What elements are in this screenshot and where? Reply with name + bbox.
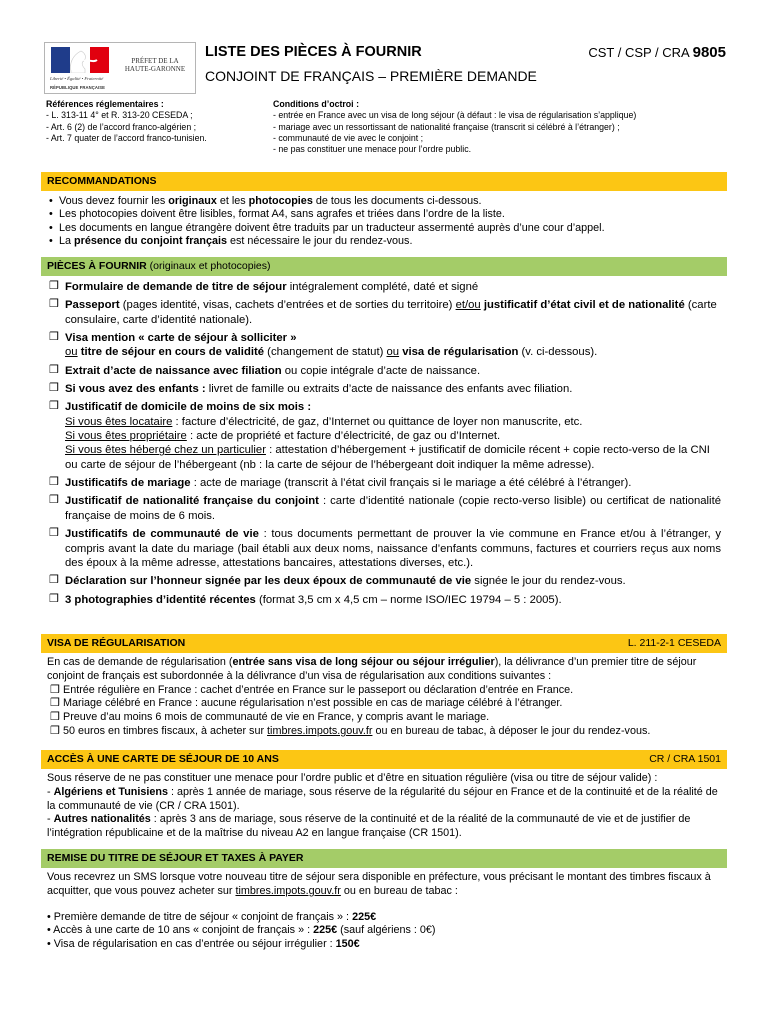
reference-number: 9805 xyxy=(692,44,726,61)
recommandation-item: • Vous devez fournir les originaux et les photocopies de tous les documents ci-dessous. xyxy=(47,195,721,208)
piece-item: ❒ 3 photographies d’identité récentes (format 3,5 cm x 4,5 cm – norme ISO/IEC 19794 – 5 : 2005). xyxy=(49,592,562,606)
timbres-link[interactable]: timbres.impots.gouv.fr xyxy=(235,884,341,897)
piece-item: ❒ Justificatif de domicile de moins de six mois : Si vous êtes locataire : facture d’électricité, de gaz, d’Internet ou quittance de loyer non manuscrite, etc. Si vous êtes propriétaire : acte de propriété et facture d’électricité, de gaz ou d’Internet. Si vous êtes hébergé chez un particulier : attestation d’hébergement + justificatif de domicile récent + copie recto-verso de la CNI ou carte de séjour de l’hébergeant (nb : la carte de séjour de l’hébergeant doit indiquer la même adresse). xyxy=(49,400,710,471)
checkbox-icon: ❒ xyxy=(49,476,59,489)
acces-header xyxy=(41,750,727,769)
remise-intro: Vous recevrez un SMS lorsque votre nouveau titre de séjour sera disponible en préfecture, vous précisant le montant des timbres fiscaux à acquitter, que vous pouvez acheter sur timbres.impots.gouv.fr ou en bureau de tabac : xyxy=(47,871,711,897)
piece-item: ❒ Extrait d’acte de naissance avec filiation ou copie intégrale d’acte de naissance. xyxy=(49,363,481,377)
reference-prefix: CST / CSP / CRA xyxy=(588,45,693,60)
piece-item: ❒ Justificatifs de communauté de vie : tous documents permettant de prouver la vie commune en France et/ou à l’étranger, y compris avant la date du mariage (bail établi aux deux noms, naissance d’enfants communs, factures et courriers reçus aux noms des époux à la même adresse, attestations bancaires, attestations diverses, etc.). xyxy=(49,527,721,569)
tax-item: • Première demande de titre de séjour « conjoint de français » : 225€ xyxy=(47,910,377,923)
checkbox-icon: ❒ xyxy=(49,382,59,395)
acces-item: - Algériens et Tunisiens : après 1 année de mariage, sous réserve de la régularité du séjour en France et de la continuité et de la réalité de la communauté de vie (CR / CRA 1501). xyxy=(47,785,718,812)
recommandations-title: RECOMMANDATIONS xyxy=(47,175,157,187)
conditions-title: Conditions d’octroi : xyxy=(273,99,360,109)
checkbox-icon: ❒ xyxy=(49,592,59,605)
visa-condition: ❒ 50 euros en timbres fiscaux, à acheter sur timbres.impots.gouv.fr ou en bureau de tabac, à déposer le jour du rendez-vous. xyxy=(50,725,651,738)
conditions-block xyxy=(273,99,636,155)
acces-item: - Autres nationalités : après 3 ans de mariage, sous réserve de la continuité et de la réalité de la communauté de vie et de justifier de l’intégration républicaine et de la maîtrise du niveau A2 en langue française (CR 1501). xyxy=(47,813,691,840)
checkbox-icon: ❒ xyxy=(50,711,60,724)
checkbox-icon: ❒ xyxy=(49,363,59,376)
visa-title: VISA DE RÉGULARISATION xyxy=(47,637,186,649)
pieces-title-note: (originaux et photocopies) xyxy=(146,260,271,272)
visa-section xyxy=(41,634,727,743)
checkbox-icon: ❒ xyxy=(49,331,59,344)
marianne-emblem-icon xyxy=(51,47,109,73)
checkbox-icon: ❒ xyxy=(50,725,60,738)
pieces-list xyxy=(41,276,727,615)
document-title: LISTE DES PIÈCES À FOURNIR xyxy=(205,44,422,60)
checkbox-icon: ❒ xyxy=(49,280,59,292)
prefet-line1: PRÉFET DE LA xyxy=(131,57,179,65)
document-reference xyxy=(588,44,726,62)
checkbox-icon: ❒ xyxy=(49,400,59,413)
acces-section xyxy=(41,750,727,845)
visa-condition: ❒ Preuve d’au moins 6 mois de communauté de vie en France, y compris avant le mariage. xyxy=(50,711,490,724)
visa-conditions xyxy=(47,684,721,739)
remise-body xyxy=(41,868,727,956)
piece-item: ❒ Formulaire de demande de titre de séjour intégralement complété, daté et signé xyxy=(49,280,479,293)
acces-body xyxy=(41,769,727,845)
devise: Liberté • Égalité • Fraternité xyxy=(50,76,104,81)
visa-legal-ref: L. 211-2-1 CESEDA xyxy=(627,637,721,649)
recommandation-item: • Les documents en langue étrangère doivent être traduits par un traducteur assermenté auprès d’une cour d’appel. xyxy=(47,222,721,235)
prefecture-logo xyxy=(44,42,196,94)
checkbox-icon: ❒ xyxy=(49,298,59,311)
recommandation-item: • Les photocopies doivent être lisibles, format A4, sans agrafes et triées dans l’ordre de la liste. xyxy=(47,208,721,221)
remise-section xyxy=(41,849,727,956)
references-block xyxy=(46,99,207,144)
acces-legal-ref: CR / CRA 1501 xyxy=(649,753,721,765)
acces-intro: Sous réserve de ne pas constituer une menace pour l’ordre public et d’être en situation régulière (visa ou titre de séjour valide) : xyxy=(47,772,658,784)
checkbox-icon: ❒ xyxy=(49,527,59,540)
recommandation-item: • La présence du conjoint français est nécessaire le jour du rendez-vous. xyxy=(47,235,721,248)
reference-item: - L. 313-11 4° et R. 313-20 CESEDA ; xyxy=(46,110,193,121)
condition-item: - mariage avec un ressortissant de nationalité française (transcrit si célébré à l’étranger) ; xyxy=(273,121,620,132)
republique-francaise: RÉPUBLIQUE FRANÇAISE xyxy=(50,85,106,90)
condition-item: - entrée en France avec un visa de long séjour (à défaut : le visa de régularisation s’applique) xyxy=(273,110,637,121)
checkbox-icon: ❒ xyxy=(50,683,60,696)
prefet-line2: HAUTE-GARONNE xyxy=(124,65,186,74)
pieces-title: PIÈCES À FOURNIR xyxy=(47,260,147,272)
recommandations-header xyxy=(41,172,727,191)
piece-item: ❒ Passeport (pages identité, visas, cachets d’entrées et de sorties du territoire) et/ou justificatif d’état civil et de nationalité (carte consulaire, carte d’identité nationale). xyxy=(49,298,717,326)
pieces-header xyxy=(41,257,727,276)
visa-body xyxy=(41,653,727,743)
checkbox-icon: ❒ xyxy=(49,574,59,587)
pieces-section xyxy=(41,257,727,615)
piece-item: ❒ Si vous avez des enfants : livret de famille ou extraits d’acte de naissance des enfants avec filiation. xyxy=(49,382,573,396)
document-subtitle: CONJOINT DE FRANÇAIS – PREMIÈRE DEMANDE xyxy=(205,68,537,84)
visa-header xyxy=(41,634,727,653)
timbres-link[interactable]: timbres.impots.gouv.fr xyxy=(267,725,373,738)
recommandations-section xyxy=(41,172,727,253)
reference-item: - Art. 7 quater de l’accord franco-tunisien. xyxy=(46,132,207,143)
remise-header xyxy=(41,849,727,868)
piece-item: ❒ Justificatif de nationalité française du conjoint : carte d’identité nationale (copie recto-verso lisible) ou certificat de nationalité française de moins de 6 mois. xyxy=(49,494,721,522)
piece-item: ❒ Visa mention « carte de séjour à solliciter » ou titre de séjour en cours de validité (changement de statut) ou visa de régularisation (v. ci-dessous). xyxy=(49,331,598,359)
recommandations-list xyxy=(41,191,727,253)
visa-condition: ❒ Entrée régulière en France : cachet d’entrée en France sur le passeport ou déclaration d’entrée en France. xyxy=(50,683,574,696)
remise-title: REMISE DU TITRE DE SÉJOUR ET TAXES À PAYER xyxy=(47,852,304,864)
piece-item: ❒ Justificatifs de mariage : acte de mariage (transcrit à l’état civil français si le mariage a été célébré à l’étranger). xyxy=(49,476,632,490)
tax-item: • Accès à une carte de 10 ans « conjoint de français » : 225€ (sauf algériens : 0€) xyxy=(47,924,436,937)
piece-item: ❒ Déclaration sur l’honneur signée par les deux époux de communauté de vie signée le jour du rendez-vous. xyxy=(49,574,626,588)
prefet-label xyxy=(117,57,193,74)
condition-item: - ne pas constituer une menace pour l’ordre public. xyxy=(273,144,472,154)
visa-condition: ❒ Mariage célébré en France : aucune régularisation n’est possible en cas de mariage célébré à l’étranger. xyxy=(50,697,563,710)
checkbox-icon: ❒ xyxy=(49,494,59,507)
checkbox-icon: ❒ xyxy=(50,697,60,710)
references-title: Références réglementaires : xyxy=(46,99,164,109)
reference-item: - Art. 6 (2) de l’accord franco-algérien ; xyxy=(46,121,197,132)
condition-item: - communauté de vie avec le conjoint ; xyxy=(273,132,424,143)
visa-intro: En cas de demande de régularisation (entrée sans visa de long séjour ou séjour irrégulier), la délivrance d’un premier titre de séjour conjoint de français est subordonnée à la délivrance d’un visa de régularisation aux conditions suivantes : xyxy=(47,656,697,682)
acces-title: ACCÈS À UNE CARTE DE SÉJOUR DE 10 ANS xyxy=(47,753,279,765)
tax-item: • Visa de régularisation en cas d’entrée ou séjour irrégulier : 150€ xyxy=(47,938,360,951)
